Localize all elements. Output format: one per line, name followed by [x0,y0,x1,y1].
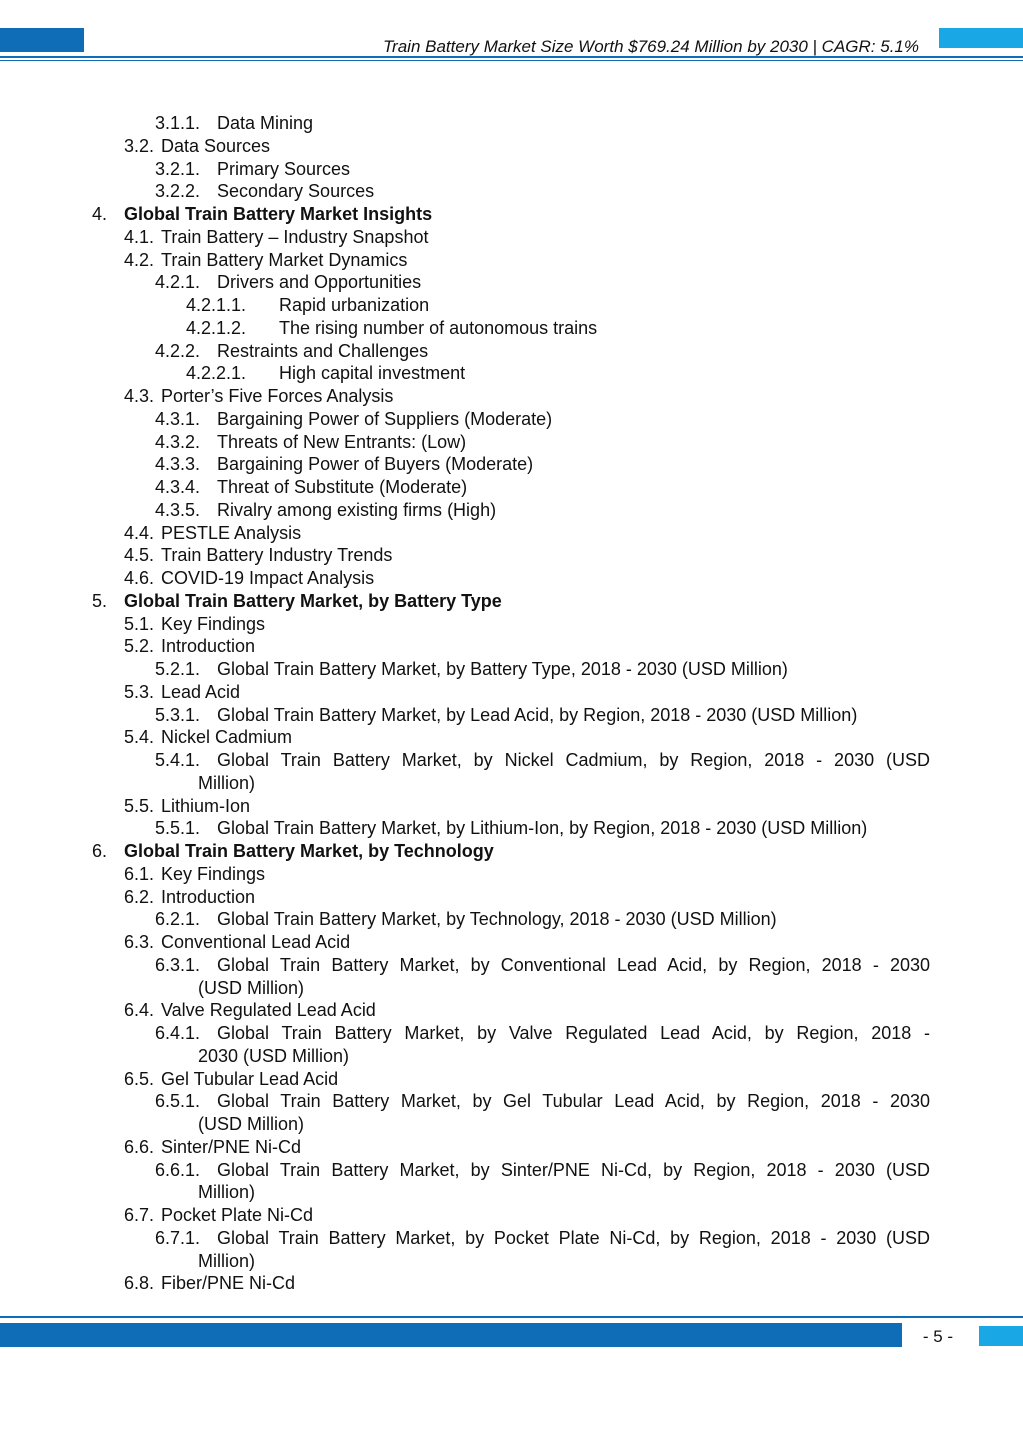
toc-title: Lead Acid [161,681,241,702]
toc-title: Lithium-Ion [161,795,251,816]
toc-number: 6.2. [124,886,155,907]
toc-entry [0,135,1023,158]
toc-title-continuation: Million) [198,1182,256,1203]
toc-number: 3.2.1. [155,158,201,179]
toc-number: 3.1.1. [155,113,201,133]
toc-entry [0,908,1023,931]
toc-number: 4.5. [124,545,155,566]
toc-title: Global Train Battery Market Insights [124,204,433,224]
toc-entry [0,317,1023,340]
toc-title: Data Sources [161,135,271,156]
toc-entry [0,294,1023,317]
toc-number: 4.2.2. [155,340,201,361]
toc-title: Global Train Battery Market, by Conventional Lead Acid, by Region, 2018 - 2030 [217,954,930,975]
toc-entry [0,977,1023,1000]
toc-entry [0,1272,1023,1295]
toc-title: Introduction [161,886,256,907]
toc-title-continuation: (USD Million) [198,1114,305,1134]
toc-entry [0,931,1023,954]
toc-entry [0,840,1023,863]
toc-title: PESTLE Analysis [161,522,302,543]
toc-title: Nickel Cadmium [161,727,293,748]
toc-title: Global Train Battery Market, by Sinter/PNE Ni-Cd, by Region, 2018 - 2030 (USD [217,1159,930,1180]
toc-number: 4.2.1. [155,272,201,293]
toc-number: 4.3.4. [155,477,201,497]
page-number: - 5 - [922,1327,954,1346]
toc-title: COVID-19 Impact Analysis [161,568,375,588]
toc-number: 4. [92,204,108,224]
toc-number: 5.2.1. [155,659,201,679]
toc-number: 6.4. [124,1000,155,1021]
toc-entry [0,544,1023,567]
toc-title: Key Findings [161,863,266,884]
toc-entry [0,681,1023,704]
toc-number: 5.3. [124,681,155,702]
toc-title: Train Battery Market Dynamics [161,249,408,270]
toc-title: Threat of Substitute (Moderate) [217,477,468,497]
toc-title: High capital investment [279,363,466,384]
header-rule-thin [0,60,1023,61]
page-header-title: Train Battery Market Size Worth $769.24 Million by 2030 | CAGR: 5.1% [382,37,919,56]
toc-number: 5.3.1. [155,704,201,725]
toc-entry [0,817,1023,840]
toc-number: 4.6. [124,568,155,588]
toc-entry [0,1204,1023,1227]
toc-entry [0,476,1023,499]
toc-title-continuation: (USD Million) [198,977,305,998]
toc-title: Global Train Battery Market, by Valve Regulated Lead Acid, by Region, 2018 - [217,1023,930,1043]
toc-title: Global Train Battery Market, by Pocket Plate Ni-Cd, by Region, 2018 - 2030 (USD [217,1227,930,1248]
toc-title-continuation: Million) [198,1250,256,1271]
toc-number: 5.1. [124,613,155,634]
toc-entry [0,590,1023,613]
toc-entry [0,385,1023,408]
toc-entry [0,795,1023,818]
toc-entry [0,613,1023,636]
toc-title: Pocket Plate Ni-Cd [161,1205,314,1225]
toc-title: Global Train Battery Market, by Gel Tubular Lead Acid, by Region, 2018 - 2030 [217,1091,930,1112]
toc-number: 4.1. [124,226,155,247]
toc-title-continuation: Million) [198,772,256,793]
toc-entry [0,340,1023,363]
toc-title: Secondary Sources [217,181,375,202]
toc-entry [0,749,1023,772]
toc-number: 3.2.2. [155,181,201,202]
toc-number: 4.3.1. [155,408,201,429]
toc-number: 6.6.1. [155,1159,201,1180]
toc-entry [0,886,1023,909]
toc-title: Global Train Battery Market, by Technology [124,841,494,861]
toc-entry [0,1159,1023,1182]
toc-entry [0,704,1023,727]
toc-entry [0,431,1023,454]
toc-entry [0,635,1023,658]
toc-number: 6.5.1. [155,1091,201,1112]
header-rule [0,56,1023,58]
toc-entry [0,522,1023,545]
toc-title: Drivers and Opportunities [217,272,422,293]
toc-title: Porter’s Five Forces Analysis [161,386,394,406]
toc-entry [0,362,1023,385]
toc-entry [0,1090,1023,1113]
toc-number: 4.2.1.1. [186,295,247,315]
toc-number: 4.3.5. [155,499,201,520]
toc-entry [0,1250,1023,1273]
footer-accent-right [979,1326,1023,1346]
toc-entry [0,112,1023,135]
toc-title: The rising number of autonomous trains [279,317,598,338]
toc-entry [0,1068,1023,1091]
toc-number: 5.4.1. [155,750,201,770]
toc-entry [0,1227,1023,1250]
toc-number: 5.4. [124,727,155,748]
toc-number: 6.2.1. [155,909,201,930]
toc-entry [0,1045,1023,1068]
toc-entry [0,772,1023,795]
toc-title: Global Train Battery Market, by Technology, 2018 - 2030 (USD Million) [217,909,777,930]
toc-entry [0,408,1023,431]
toc-entry [0,158,1023,181]
toc-title: Key Findings [161,613,266,634]
toc-title: Bargaining Power of Suppliers (Moderate) [217,408,553,429]
toc-title: Restraints and Challenges [217,340,429,361]
toc-number: 4.4. [124,522,155,543]
footer-bar [0,1323,902,1347]
toc-number: 6.7.1. [155,1227,201,1248]
toc-title: Gel Tubular Lead Acid [161,1068,339,1089]
toc-title: Train Battery Industry Trends [161,545,393,566]
table-of-contents [0,112,1023,1295]
toc-title: Primary Sources [217,158,351,179]
toc-number: 5.5.1. [155,818,201,839]
toc-entry [0,658,1023,681]
toc-entry [0,1181,1023,1204]
toc-entry [0,954,1023,977]
toc-title: Threats of New Entrants: (Low) [217,431,467,452]
toc-number: 6.1. [124,863,155,884]
toc-number: 4.3.3. [155,454,201,475]
toc-number: 4.2. [124,249,155,270]
toc-title: Data Mining [217,113,314,133]
toc-entry [0,271,1023,294]
toc-entry [0,999,1023,1022]
toc-number: 4.3.2. [155,431,201,452]
footer-rule [0,1316,1023,1318]
toc-number: 6.3.1. [155,954,201,975]
toc-title: Conventional Lead Acid [161,932,351,952]
toc-title: Global Train Battery Market, by Lithium-Ion, by Region, 2018 - 2030 (USD Million) [217,818,868,839]
toc-number: 6.6. [124,1136,155,1157]
toc-entry [0,499,1023,522]
toc-entry [0,1113,1023,1136]
toc-title: Global Train Battery Market, by Battery Type [124,590,502,611]
header-accent-right [939,28,1023,48]
toc-entry [0,453,1023,476]
toc-number: 5.5. [124,795,155,816]
toc-title: Rapid urbanization [279,295,430,315]
toc-title-continuation: 2030 (USD Million) [198,1045,350,1066]
header-accent-left [0,28,84,52]
toc-entry [0,180,1023,203]
toc-entry [0,567,1023,590]
toc-number: 6.7. [124,1205,155,1225]
toc-number: 6.5. [124,1068,155,1089]
toc-entry [0,226,1023,249]
toc-title: Global Train Battery Market, by Nickel Cadmium, by Region, 2018 - 2030 (USD [217,750,930,770]
toc-entry [0,249,1023,272]
toc-number: 4.2.2.1. [186,363,247,384]
toc-title: Fiber/PNE Ni-Cd [161,1273,296,1294]
toc-title: Valve Regulated Lead Acid [161,1000,376,1021]
toc-entry [0,1022,1023,1045]
toc-entry [0,1136,1023,1159]
toc-title: Train Battery – Industry Snapshot [161,226,429,247]
toc-title: Global Train Battery Market, by Lead Acid, by Region, 2018 - 2030 (USD Million) [217,704,858,725]
toc-number: 3.2. [124,135,155,156]
toc-entry [0,726,1023,749]
toc-number: 4.2.1.2. [186,317,247,338]
toc-entry [0,863,1023,886]
toc-title: Rivalry among existing firms (High) [217,499,497,520]
toc-title: Bargaining Power of Buyers (Moderate) [217,454,534,475]
toc-number: 4.3. [124,386,155,406]
toc-entry [0,203,1023,226]
toc-number: 5. [92,590,108,611]
toc-title: Sinter/PNE Ni-Cd [161,1136,302,1157]
toc-number: 5.2. [124,636,155,657]
toc-title: Introduction [161,636,256,657]
toc-number: 6.3. [124,932,155,952]
toc-title: Global Train Battery Market, by Battery Type, 2018 - 2030 (USD Million) [217,659,788,679]
toc-number: 6. [92,841,108,861]
toc-number: 6.8. [124,1273,155,1294]
toc-number: 6.4.1. [155,1023,201,1043]
